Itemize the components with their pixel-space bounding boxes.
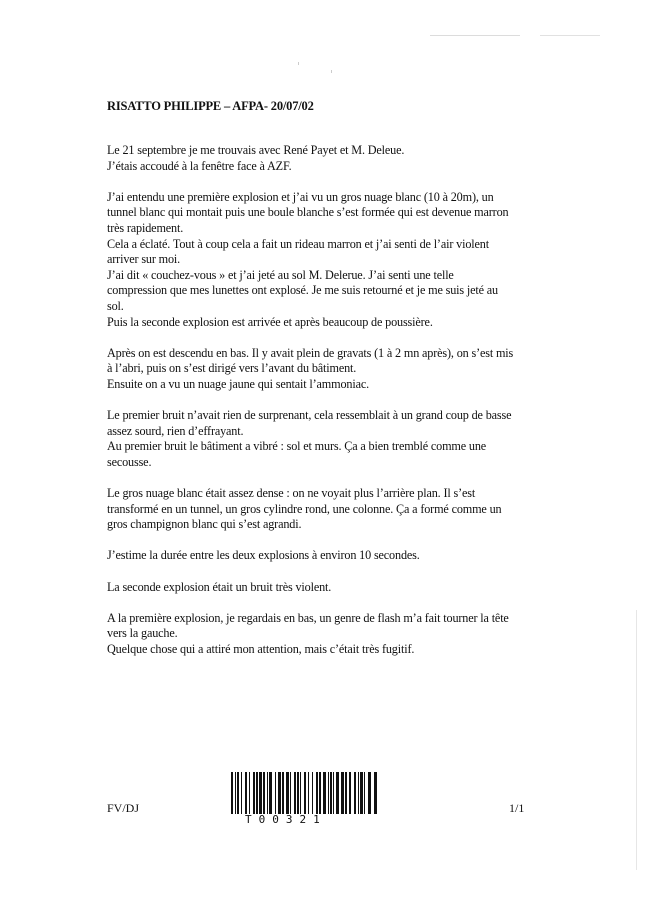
paragraph <box>107 346 537 393</box>
barcode-bar <box>297 772 299 814</box>
barcode-bar <box>358 772 359 814</box>
text-line: J’étais accoudé à la fenêtre face à AZF. <box>107 158 292 173</box>
barcode-bar <box>333 772 334 814</box>
text-line: vers la gauche. <box>107 626 178 641</box>
barcode-bar <box>336 772 339 814</box>
barcode-bar <box>349 772 351 814</box>
footer-initials: FV/DJ <box>107 801 140 815</box>
scan-mark <box>298 62 299 65</box>
text-line: Au premier bruit le bâtiment a vibré : sol et murs. Ça a bien tremblé comme une <box>107 439 487 454</box>
paragraph <box>107 486 537 533</box>
barcode-bar <box>267 772 268 814</box>
barcode-bar <box>286 772 289 814</box>
barcode-bar <box>300 772 301 814</box>
scan-mark <box>540 35 600 36</box>
text-line: à l’abri, puis on s’est dirigé vers l’avant du bâtiment. <box>107 361 357 376</box>
text-line: Le gros nuage blanc était assez dense : on ne voyait plus l’arrière plan. Il s’est <box>107 486 476 501</box>
text-line: gros champignon blanc qui s’est agrandi. <box>107 517 302 532</box>
text-line: J’ai dit « couchez-vous » et j’ai jeté au sol M. Delerue. J’ai senti une telle <box>107 267 454 282</box>
barcode-bar <box>282 772 284 814</box>
barcode-bar <box>241 772 242 814</box>
barcode-bar <box>308 772 309 814</box>
barcode-bar <box>312 772 313 814</box>
text-line: Ensuite on a vu un nuage jaune qui sentait l’ammoniac. <box>107 376 369 391</box>
barcode-bar <box>235 772 236 814</box>
text-line: sol. <box>107 298 124 313</box>
barcode-image <box>231 772 377 814</box>
barcode-bar <box>323 772 326 814</box>
text-line: Après on est descendu en bas. Il y avait plein de gravats (1 à 2 mn après), on s’est mis <box>107 345 514 360</box>
text-line: J’estime la durée entre les deux explosions à environ 10 secondes. <box>107 548 420 563</box>
barcode-bar <box>328 772 329 814</box>
barcode-bar <box>263 772 265 814</box>
text-line: très rapidement. <box>107 220 184 235</box>
text-line: tunnel blanc qui montait puis une boule blanche s’est formée qui est devenue marron <box>107 205 509 220</box>
scan-mark <box>331 70 332 73</box>
paragraph <box>107 611 537 658</box>
paragraph <box>107 408 537 470</box>
document-title: RISATTO PHILIPPE – AFPA- 20/07/02 <box>107 99 314 113</box>
barcode-number: T00321 <box>245 813 327 826</box>
barcode-bar <box>237 772 239 814</box>
barcode-bar <box>245 772 247 814</box>
text-line: Le 21 septembre je me trouvais avec René Payet et M. Deleue. <box>107 143 405 157</box>
barcode-bar <box>253 772 255 814</box>
barcode-bar <box>269 772 272 814</box>
barcode-bar <box>345 772 347 814</box>
barcode-bar <box>330 772 332 814</box>
text-line: compression que mes lunettes ont explosé. Je me suis retourné et je me suis jeté au <box>107 283 498 298</box>
scan-mark <box>636 610 637 870</box>
document-body <box>107 143 537 673</box>
paragraph <box>107 580 537 596</box>
barcode-bar <box>275 772 276 814</box>
text-line: Quelque chose qui a attiré mon attention, mais c’était très fugitif. <box>107 642 415 656</box>
barcode-bar <box>319 772 321 814</box>
text-line: A la première explosion, je regardais en bas, un genre de flash m’a fait tourner la tête <box>107 610 509 625</box>
paragraph <box>107 143 537 174</box>
paragraph <box>107 548 537 564</box>
text-line: Puis la seconde explosion est arrivée et après beaucoup de poussière. <box>107 314 433 329</box>
barcode-bar <box>304 772 306 814</box>
text-line: J’ai entendu une première explosion et j’ai vu un gros nuage blanc (10 à 20m), un <box>107 189 494 204</box>
text-line: Cela a éclaté. Tout à coup cela a fait un rideau marron et j’ai senti de l’air violent <box>107 236 489 251</box>
barcode-bar <box>354 772 356 814</box>
page-number: 1/1 <box>509 801 525 815</box>
barcode-bar <box>259 772 262 814</box>
text-line: Le premier bruit n’avait rien de surprenant, cela ressemblait à un grand coup de basse <box>107 408 512 423</box>
barcode-bar <box>278 772 281 814</box>
text-line: La seconde explosion était un bruit très violent. <box>107 579 332 594</box>
text-line: transformé en un tunnel, un gros cylindre rond, une colonne. Ça a formé comme un <box>107 501 502 516</box>
barcode-bar <box>290 772 291 814</box>
barcode-bar <box>364 772 365 814</box>
text-line: arriver sur moi. <box>107 252 181 267</box>
text-line: assez sourd, rien d’effrayant. <box>107 423 244 438</box>
barcode-bar <box>374 772 377 814</box>
text-line: secousse. <box>107 454 152 469</box>
barcode-bar <box>231 772 233 814</box>
barcode-bar <box>368 772 371 814</box>
barcode-bar <box>360 772 363 814</box>
barcode-bar <box>256 772 258 814</box>
scan-mark <box>430 35 520 36</box>
barcode-bar <box>249 772 250 814</box>
paragraph <box>107 190 537 330</box>
barcode-bar <box>341 772 344 814</box>
barcode-bar <box>294 772 296 814</box>
barcode-bar <box>316 772 318 814</box>
